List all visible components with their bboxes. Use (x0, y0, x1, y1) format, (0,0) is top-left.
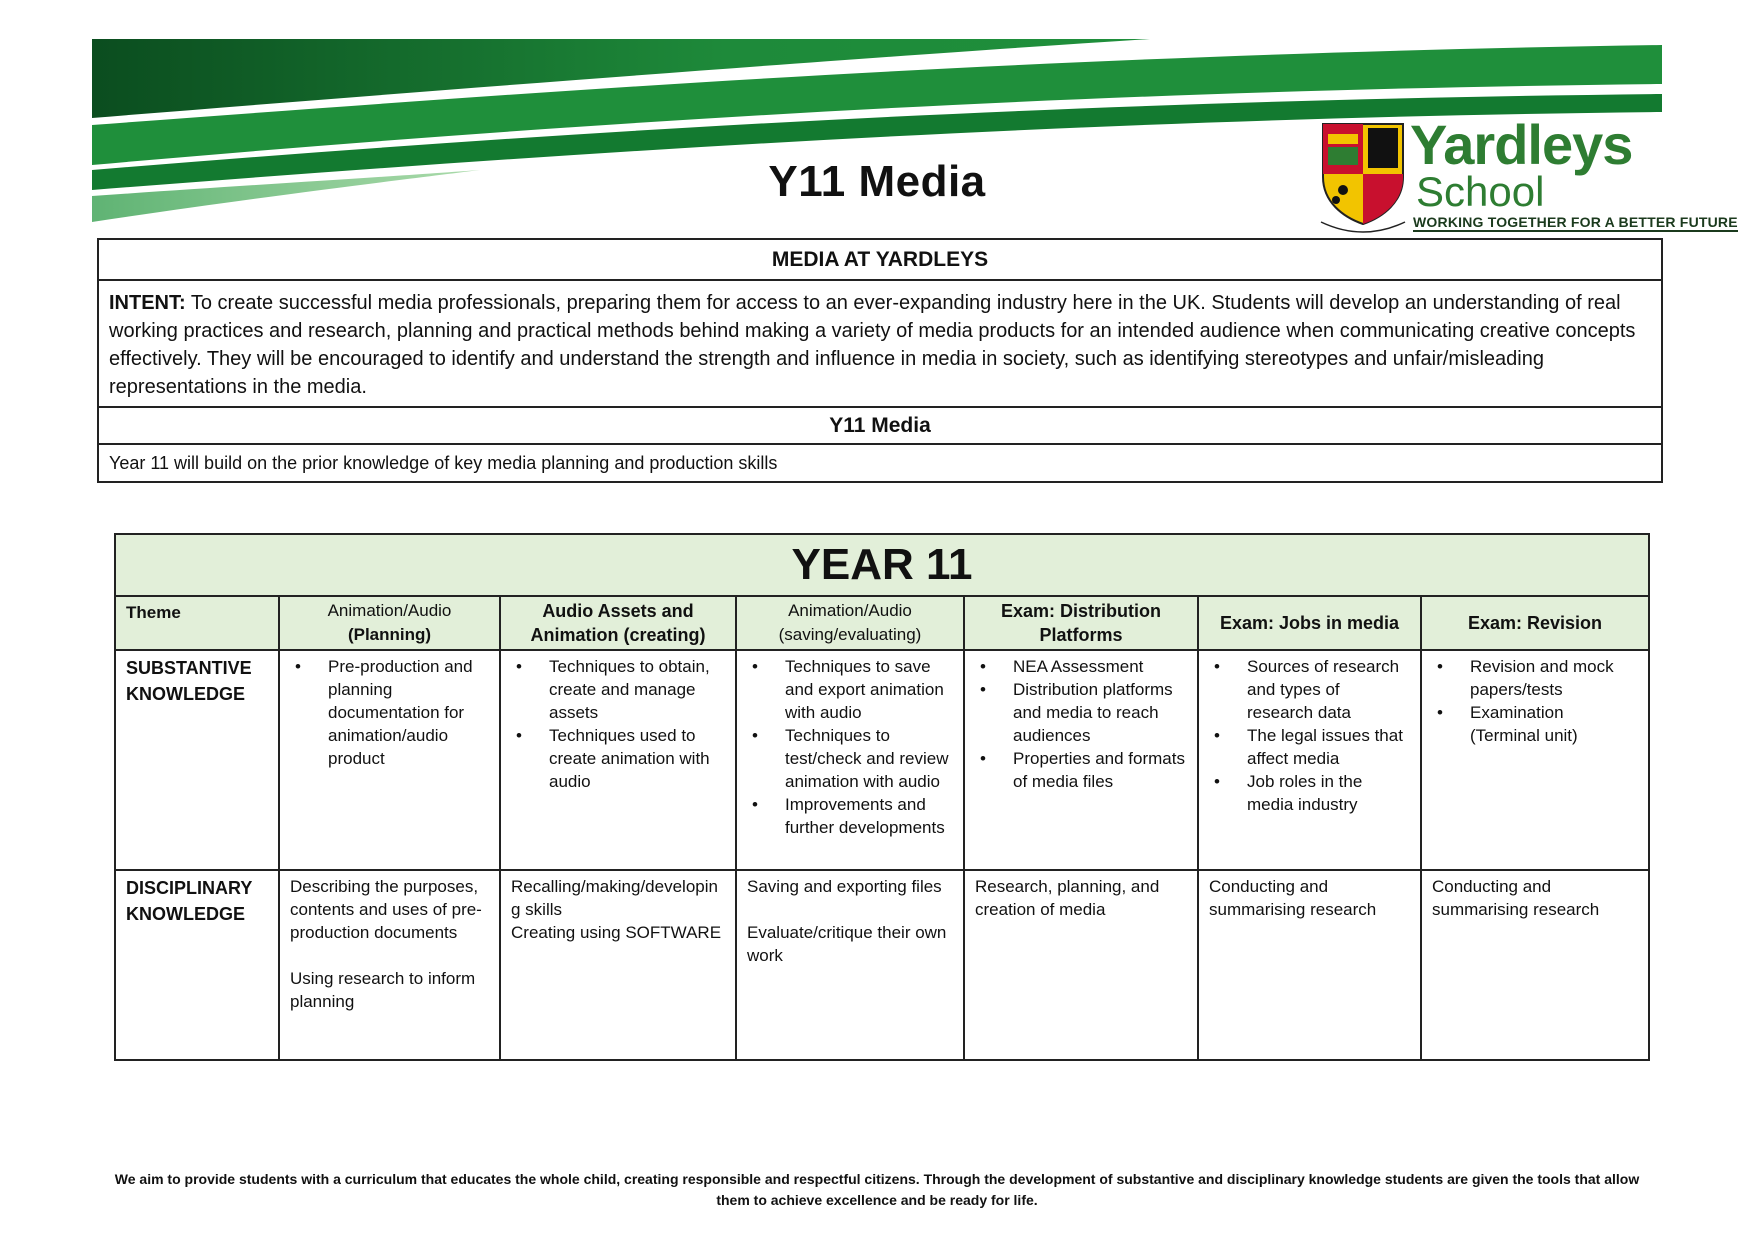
row-label (115, 870, 279, 1060)
bullet-item: • Techniques to test/check and review animation with audio (785, 724, 953, 793)
bullet-item: • Job roles in the media industry (1247, 770, 1410, 816)
curriculum-table (114, 533, 1650, 1061)
column-header (964, 596, 1198, 650)
intent-paragraph (99, 281, 1661, 408)
bullet-item: • Properties and formats of media files (1013, 747, 1187, 793)
table-cell (500, 650, 736, 870)
column-header-line2: (Planning) (347, 625, 432, 644)
column-header-line1: Audio Assets and (542, 601, 694, 621)
school-crest-icon (1318, 122, 1408, 234)
column-header-line2: Platforms (1039, 625, 1123, 645)
cell-text: Using research to inform planning (290, 969, 476, 1011)
intent-label: INTENT: (109, 292, 186, 314)
bullet-item: • Pre-production and planning documentation for animation/audio product (328, 655, 489, 770)
column-header-line1: Animation/Audio (788, 601, 912, 620)
bullet-item: • Techniques to obtain, create and manage assets (549, 655, 725, 724)
cell-text: Creating using SOFTWARE (511, 923, 722, 942)
cell-text: Evaluate/critique their own work (747, 923, 947, 965)
intent-box (97, 238, 1663, 483)
table-cell (500, 870, 736, 1060)
bullet-item: • Improvements and further developments (785, 793, 953, 839)
page-title: Y11 Media (768, 157, 986, 206)
year-note: Year 11 will build on the prior knowledge of key media planning and production skills (109, 452, 778, 473)
column-header-line2: (saving/evaluating) (778, 625, 922, 644)
row-label-line2: KNOWLEDGE (126, 904, 245, 924)
table-cell (1198, 650, 1421, 870)
column-header: Exam: Jobs in media (1198, 596, 1421, 650)
table-cell (964, 870, 1198, 1060)
column-header-line1: Exam: Distribution (1000, 601, 1161, 621)
table-cell (736, 650, 964, 870)
column-header (279, 596, 500, 650)
bullet-item: • NEA Assessment (1013, 655, 1187, 678)
column-header-line2: Animation (creating) (530, 625, 706, 645)
row-label-line1: DISCIPLINARY (126, 878, 253, 898)
intent-text: To create successful media professionals, preparing them for access to an ever-expanding industry here in the UK. Students will develop an understanding of real working practices and research, planning and practical methods behind making a variety of media products for an intended audience when communicating creative concepts effectively. They will be encouraged to identify and understand the strength and influence in media in society, such as identifying stereotypes and unfair/misleading representations in the media. (109, 292, 1636, 398)
cell-text: Saving and exporting files (747, 877, 942, 896)
bullet-item: • Techniques used to create animation with audio (549, 724, 725, 793)
logo-name-line1: Yardleys (1410, 113, 1633, 176)
subsection-heading: Y11 Media (99, 408, 1661, 445)
disciplinary-row (115, 870, 1649, 1060)
table-cell (1421, 870, 1649, 1060)
bullet-item: • Examination (Terminal unit) (1470, 701, 1638, 747)
cell-text: Conducting and summarising research (1432, 877, 1600, 919)
table-cell (964, 650, 1198, 870)
column-header (500, 596, 736, 650)
bullet-item: • Distribution platforms and media to reach audiences (1013, 678, 1187, 747)
section-heading: MEDIA AT YARDLEYS (99, 240, 1661, 281)
column-header-line1: Animation/Audio (327, 601, 452, 620)
row-label (115, 650, 279, 870)
table-cell (1198, 870, 1421, 1060)
table-cell (279, 650, 500, 870)
school-logo (1318, 113, 1738, 238)
table-header-row (115, 596, 1649, 650)
cell-text: Describing the purposes, contents and uses of pre-production documents (290, 877, 482, 942)
column-header (736, 596, 964, 650)
logo-tagline: WORKING TOGETHER FOR A BETTER FUTURE (1413, 214, 1738, 230)
cell-text: Conducting and summarising research (1209, 877, 1377, 919)
footer-statement: We aim to provide students with a curriculum that educates the whole child, creating responsible and respectful citizens. Through the development of substantive and disciplinary knowledge students are given the tools that allow them to achieve excellence and be ready for life. (114, 1171, 1640, 1208)
column-header: Exam: Revision (1421, 596, 1649, 650)
table-cell (736, 870, 964, 1060)
table-cell (1421, 650, 1649, 870)
bullet-item: • Revision and mock papers/tests (1470, 655, 1638, 701)
bullet-item: • Sources of research and types of research data (1247, 655, 1410, 724)
table-cell (279, 870, 500, 1060)
bullet-item: • Techniques to save and export animation with audio (785, 655, 953, 724)
table-title: YEAR 11 (115, 534, 1649, 596)
theme-header: Theme (115, 596, 279, 650)
cell-text: Recalling/making/developing skills (511, 877, 718, 919)
row-label-line2: KNOWLEDGE (126, 684, 245, 704)
substantive-row (115, 650, 1649, 870)
logo-name-line2: School (1416, 168, 1545, 215)
row-label-line1: SUBSTANTIVE (126, 658, 252, 678)
cell-text: Research, planning, and creation of media (975, 877, 1160, 919)
bullet-item: • The legal issues that affect media (1247, 724, 1410, 770)
